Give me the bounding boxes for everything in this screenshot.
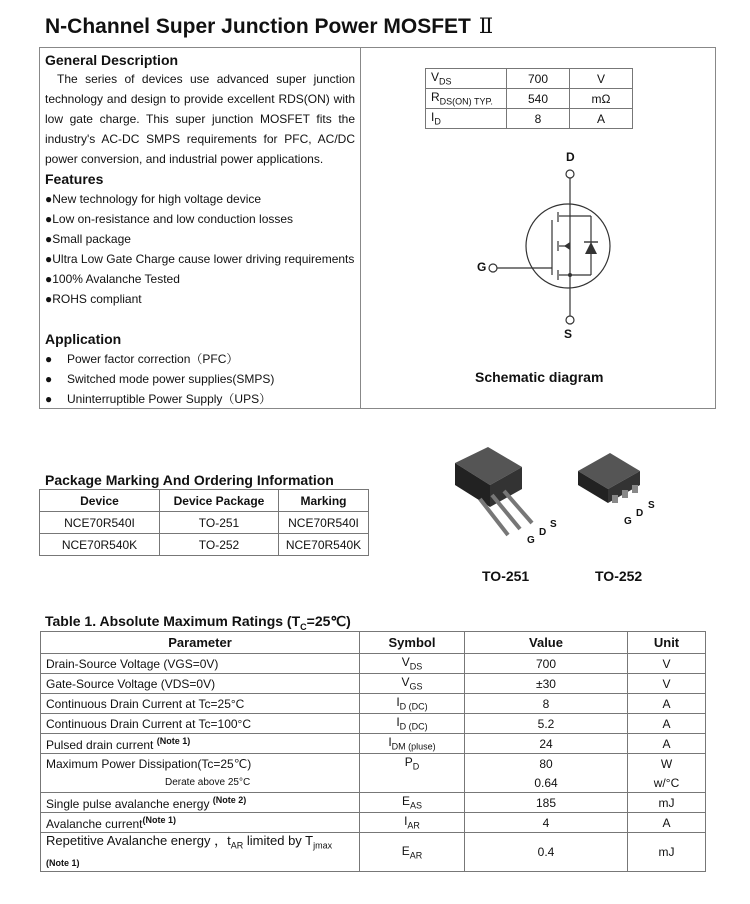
- pin-g-label: G: [477, 260, 487, 274]
- feature-item: ●ROHS compliant: [45, 292, 142, 306]
- to251-pin-s: S: [550, 519, 557, 530]
- application-item: ● Uninterruptible Power Supply（UPS）: [45, 392, 272, 406]
- table-row: Derate above 25°C 0.64 w/°C: [41, 773, 706, 793]
- application-item: ● Power factor correction（PFC）: [45, 352, 239, 366]
- title-roman: Ⅱ: [478, 14, 494, 38]
- pin-s-label: S: [564, 327, 573, 341]
- to251-package-image: [455, 447, 532, 535]
- table-header-row: Device Device Package Marking: [40, 490, 369, 512]
- table-row: Repetitive Avalanche energy ，$t_{AR}$ limited by $T_{jmax}$ (Note 1) $E_{AR}$ 0.4 mJ: [41, 833, 706, 872]
- key-spec-table: [425, 68, 633, 129]
- to251-pin-d: D: [539, 527, 547, 538]
- feature-item: ●Low on-resistance and low conduction losses: [45, 212, 294, 226]
- table-header-row: Parameter Symbol Value Unit: [41, 632, 706, 654]
- spec-row: $R_{DS(ON) TYP.}$ 540 mΩ: [426, 89, 633, 109]
- table-row: Pulsed drain current $^{(Note 1)}$ $I_{DM (pluse)}$ 24 A: [41, 734, 706, 754]
- to252-pin-g: G: [624, 516, 632, 527]
- mosfet-schematic-symbol: [470, 148, 630, 343]
- table-row: NCE70R540I TO-251 NCE70R540I: [40, 512, 369, 534]
- feature-item: ●Ultra Low Gate Charge cause lower driving requirements: [45, 252, 355, 266]
- table-row: Single pulse avalanche energy $^{(Note 2)}$ $E_{AS}$ 185 mJ: [41, 793, 706, 813]
- spec-row: $I_D$ 8 A: [426, 109, 633, 129]
- general-heading: General Description: [45, 52, 179, 68]
- pin-d-label: D: [566, 150, 575, 164]
- table-row: Drain-Source Voltage (VGS=0V) $V_{DS}$ 700 V: [41, 654, 706, 674]
- package-images: [440, 445, 670, 555]
- feature-item: ●Small package: [45, 232, 131, 246]
- to251-label: TO-251: [482, 568, 530, 584]
- to251-pin-g: G: [527, 535, 535, 546]
- spec-row: $V_{DS}$ 700 V: [426, 69, 633, 89]
- feature-item: ●New technology for high voltage device: [45, 192, 262, 206]
- table1-heading: Table 1. Absolute Maximum Ratings $(T_C=25℃)$: [45, 613, 351, 632]
- feature-item: ●100% Avalanche Tested: [45, 272, 180, 286]
- to252-package-image: [578, 453, 640, 503]
- features-list: [45, 189, 354, 309]
- table-row: Continuous Drain Current at Tc=100°C $I_{D (DC)}$ 5.2 A: [41, 714, 706, 734]
- general-description: The series of devices use advanced super junction technology and design to provide excellent RDS(ON) with low gate charge. This super junction MOSFET fits the industry's AC-DC SMPS requirements for PFC, AC/DC power conversion, and industrial power applications.: [45, 72, 355, 166]
- to252-pin-s: S: [648, 500, 655, 511]
- page-title: N-Channel Super Junction Power MOSFET Ⅱ: [45, 14, 494, 38]
- to252-label: TO-252: [595, 568, 643, 584]
- features-heading: Features: [45, 171, 104, 187]
- package-heading: Package Marking And Ordering Information: [45, 472, 334, 488]
- absolute-max-ratings-table: [40, 631, 706, 872]
- application-item: ● Switched mode power supplies(SMPS): [45, 372, 275, 386]
- table-row: Avalanche current$^{(Note 1)}$ $I_{AR}$ 4 A: [41, 813, 706, 833]
- application-list: [45, 349, 274, 409]
- table-row: Maximum Power Dissipation(Tc=25℃) $P_D$ 80 W: [41, 754, 706, 774]
- package-table: [39, 489, 369, 556]
- table-row: Gate-Source Voltage (VDS=0V) $V_{GS}$ ±30 V: [41, 674, 706, 694]
- schematic-label: Schematic diagram: [475, 369, 604, 385]
- application-heading: Application: [45, 331, 122, 347]
- table-row: Continuous Drain Current at Tc=25°C $I_{D (DC)}$ 8 A: [41, 694, 706, 714]
- table-row: NCE70R540K TO-252 NCE70R540K: [40, 534, 369, 556]
- to252-pin-d: D: [636, 508, 644, 519]
